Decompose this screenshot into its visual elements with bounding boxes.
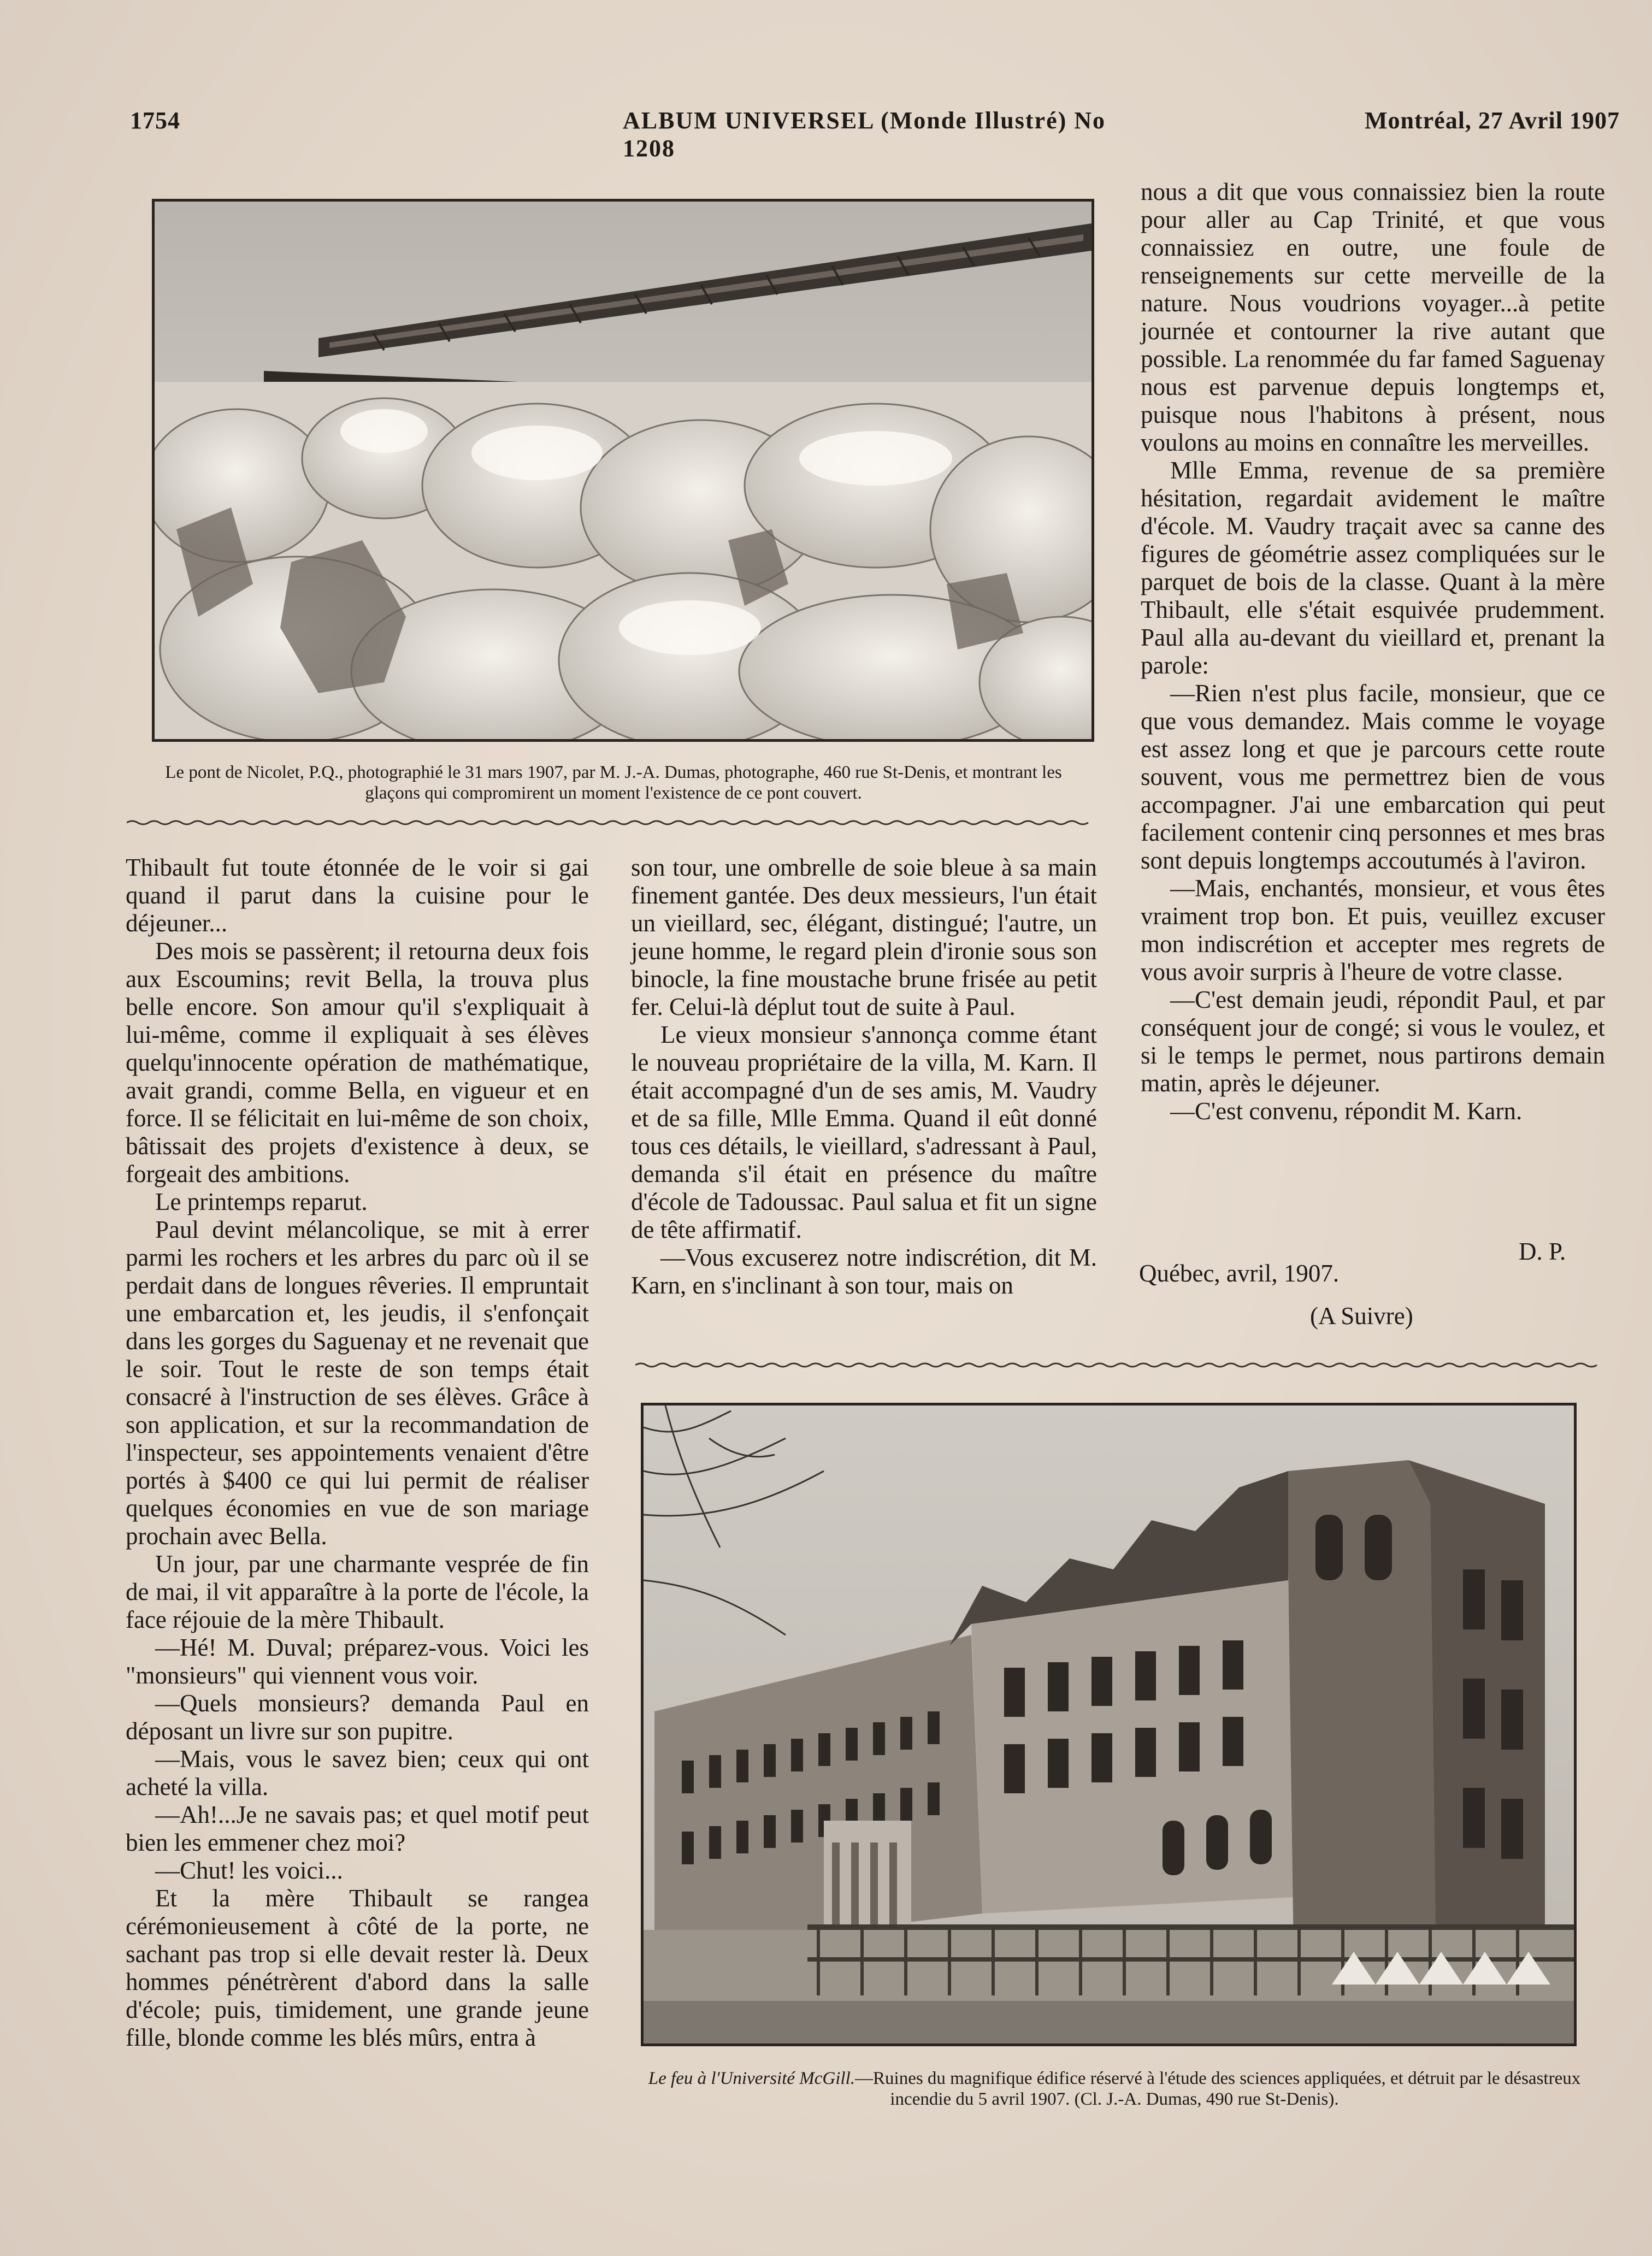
bridge-ice-photo [152,199,1094,742]
author-initials: D. P. [1519,1238,1566,1265]
paragraph: son tour, une ombrelle de soie bleue à sa main finement gantée. Des deux messieurs, l'un était un vieillard, sec, élégant, distingué; l'autre, un jeune homme, le regard plein d'ironie sous son binocle, la fine moustache brune frisée au petit fer. Celui-là déplut tout de suite à Paul. [631,854,1097,1020]
paragraph: —Mais, enchantés, monsieur, et vous êtes vraiment trop bon. Et puis, veuillez excuser mon indiscrétion et accepter mes regrets de vous avoir surpris à l'heure de votre classe. [1141,875,1605,985]
caption-title: Le feu à l'Université McGill. [648,2069,856,2088]
bridge-photo-caption: Le pont de Nicolet, P.Q., photographié le 31 mars 1907, par M. J.-A. Dumas, photographe, 460 rue St-Denis, et montrant les glaçons qui compromirent un moment l'existence de ce pont couvert. [165,763,1062,803]
article-column-right [1141,178,1605,1125]
paragraph: Et la mère Thibault se rangea cérémonieusement à côté de la porte, ne sachant pas trop si elle devait rester là. Deux hommes pénétrèrent d'abord dans la salle d'école; puis, timidement, une grande jeune fille, blonde comme les blés mûrs, entra à [126,1885,589,2051]
section-divider [635,1362,1602,1368]
paragraph: —Chut! les voici... [155,1857,343,1884]
page-number: 1754 [130,107,180,134]
issue-date: Montréal, 27 Avril 1907 [1365,107,1620,134]
paragraph: Thibault fut toute étonnée de le voir si gai quand il parut dans la cuisine pour le déjeuner... [126,854,589,937]
article-column-middle [631,854,1097,1300]
paragraph: Mlle Emma, revenue de sa première hésitation, regardait avidement le maître d'école. M. Vaudry traçait avec sa canne des figures de géométrie assez compliquées sur le parquet de bois de la classe. Quant à la mère Thibault, elle s'était esquivée prudemment. Paul alla au-devant du vieillard et, prenant la parole: [1141,457,1605,679]
mcgill-photo-caption [634,2068,1595,2110]
paragraph: —C'est demain jeudi, répondit Paul, et par conséquent jour de congé; si vous le voulez, et si le temps le permet, nous partirons demain matin, après le déjeuner. [1141,986,1605,1097]
paragraph: —Vous excuserez notre indiscrétion, dit M. Karn, en s'inclinant à son tour, mais on [631,1244,1097,1299]
paragraph: Le printemps reparut. [155,1188,368,1215]
continued-note: (A Suivre) [1310,1302,1413,1330]
paragraph: Un jour, par une charmante vesprée de fin de mai, il vit apparaître à la porte de l'école, la face réjouie de la mère Thibault. [126,1550,589,1633]
paragraph: Le vieux monsieur s'annonça comme étant le nouveau propriétaire de la villa, M. Karn. Il était accompagné d'un de ses amis, M. Vaudry et de sa fille, Mlle Emma. Quand il eût donné tous ces détails, le vieillard, s'adressant à Paul, demanda s'il était en présence du maître d'école de Tadoussac. Paul salua et fit un signe de tête affirmatif. [631,1021,1097,1243]
paragraph: Des mois se passèrent; il retourna deux fois aux Escoumins; revit Bella, la trouva plus belle encore. Son amour qu'il s'expliquait à lui-même, comme il expliquait à ses élèves quelqu'innocente opération de mathématique, avait grandi, comme Bella, en vigueur et en force. Il se félicitait en lui-même de son choix, bâtissait des projets d'existence à deux, se forgeait des ambitions. [126,937,589,1188]
paragraph: —Rien n'est plus facile, monsieur, que ce que vous demandez. Mais comme le voyage est assez long et que je parcours cette route souvent, vous me permettrez bien de vous accompagner. J'ai une embarcation qui peut facilement contenir cinq personnes et mes bras sont depuis longtemps accoutumés à l'aviron. [1141,680,1605,874]
article-column-left [126,854,589,2052]
paragraph: nous a dit que vous connaissiez bien la route pour aller au Cap Trinité, et que vous connaissiez en outre, une foule de renseignements sur cette merveille de la nature. Nous voudrions voyager...à petite journée et contourner la rive autant que possible. La renommée du far famed Saguenay nous est parvenue depuis longtemps et, puisque nous l'habitons à présent, nous voulons au moins en connaître les merveilles. [1141,178,1605,456]
paragraph: —C'est convenu, répondit M. Karn. [1170,1097,1523,1125]
paragraph: —Ah!...Je ne savais pas; et quel motif peut bien les emmener chez moi? [126,1801,589,1856]
bridge-ice-illustration [155,202,1092,739]
paragraph: —Mais, vous le savez bien; ceux qui ont acheté la villa. [126,1745,589,1800]
place-date: Québec, avril, 1907. [1139,1260,1340,1287]
paragraph: Paul devint mélancolique, se mit à errer parmi les rochers et les arbres du parc où il se perdait dans de longues rêveries. Il empruntait une embarcation et, les jeudis, il s'enfonçait dans les gorges du Saguenay et ne revenait que le soir. Tout le reste de son temps était consacré à l'instruction de ses élèves. Grâce à son application, et sur la recommandation de l'inspecteur, ses appointements venaient d'être portés à $400 ce qui lui permit de réaliser quelques économies en vue de son mariage prochain avec Bella. [126,1216,589,1550]
paragraph: —Quels monsieurs? demanda Paul en déposant un livre sur son pupitre. [126,1690,589,1745]
paragraph: —Hé! M. Duval; préparez-vous. Voici les "monsieurs" qui viennent vous voir. [126,1634,589,1689]
section-divider [127,819,1094,826]
mcgill-ruins-photo [641,1403,1577,2046]
caption-text: —Ruines du magnifique édifice réservé à l'étude des sciences appliquées, et détruit par le désastreux incendie du 5 avril 1907. (Cl. J.-A. Dumas, 490 rue St-Denis). [855,2069,1581,2109]
mcgill-ruins-illustration [644,1405,1574,2044]
publication-title: ALBUM UNIVERSEL (Monde Illustré) No 1208 [623,107,1106,162]
